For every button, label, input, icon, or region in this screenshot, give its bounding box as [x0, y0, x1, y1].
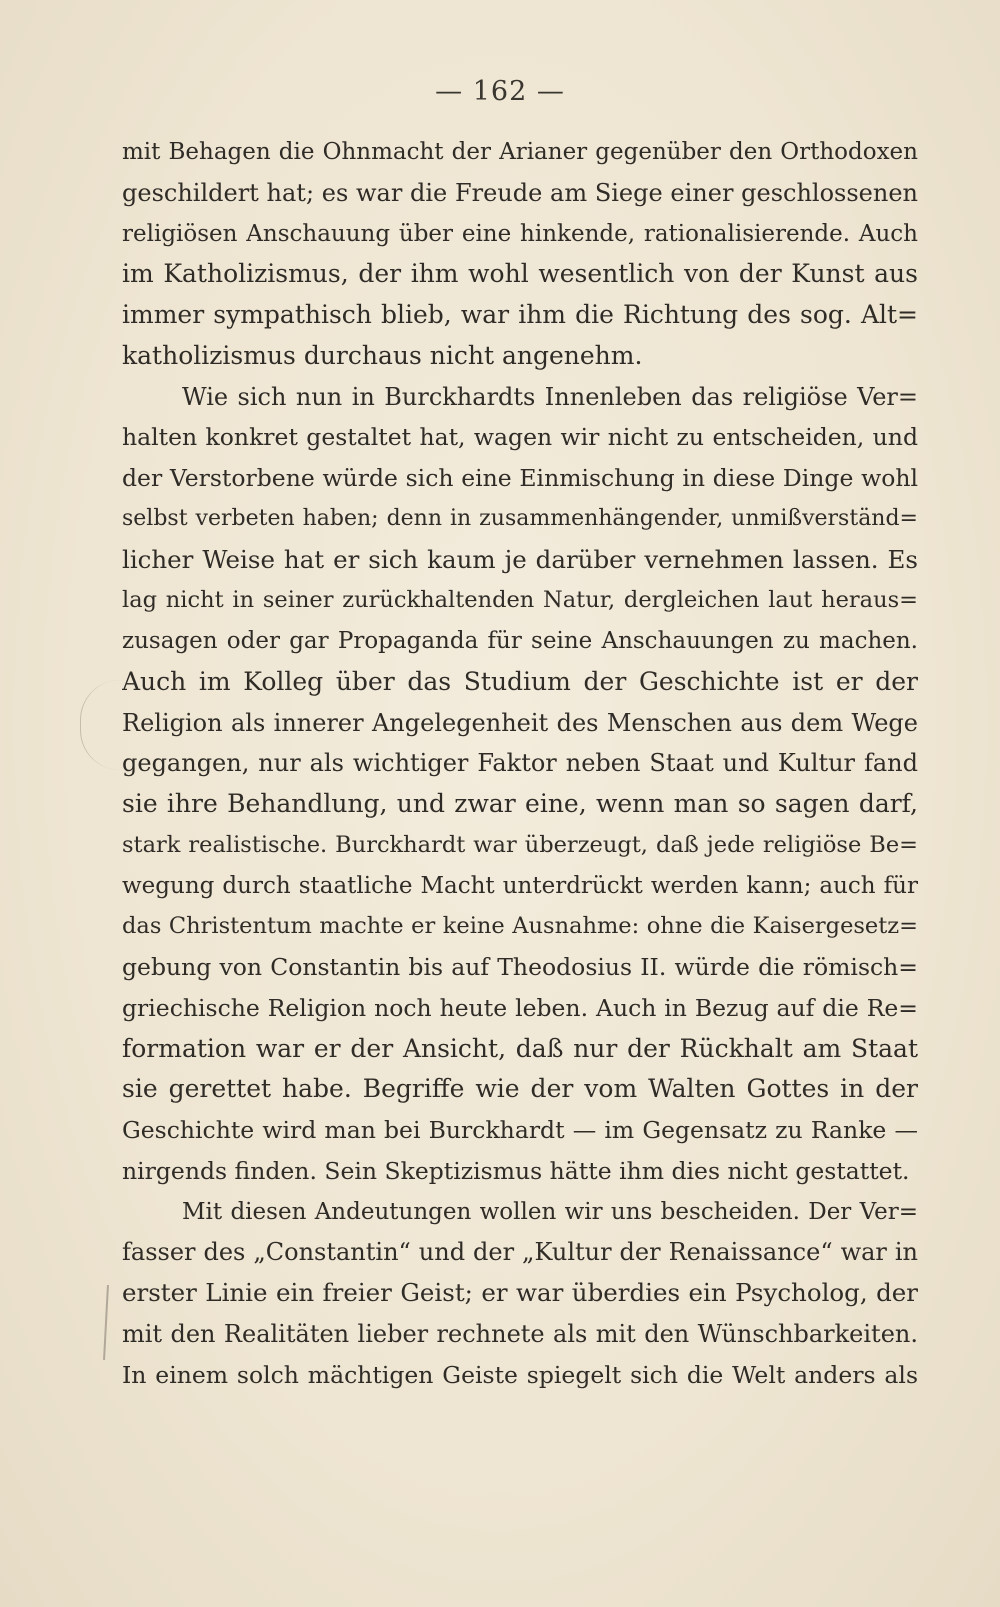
text-line: formation war er der Ansicht, daß nur der Rückhalt am Staat: [122, 1033, 918, 1063]
text-line: nirgends finden. Sein Skeptizismus hätte ihm dies nicht gestattet.: [122, 1156, 910, 1185]
text-line: erster Linie ein freier Geist; er war überdies ein Psycholog, der: [122, 1278, 918, 1307]
text-line: der Verstorbene würde sich eine Einmischung in diese Dinge wohl: [122, 464, 918, 492]
text-line: geschildert hat; es war die Freude am Siege einer geschlossenen: [122, 178, 918, 207]
text-line: selbst verbeten haben; denn in zusammenhängender, unmißverständ=: [122, 505, 918, 531]
text-line: mit Behagen die Ohnmacht der Arianer gegenüber den Orthodoxen: [122, 139, 918, 165]
text-line: immer sympathisch blieb, war ihm die Richtung des sog. Alt=: [122, 300, 918, 329]
pencil-annotation-mark: [103, 1285, 109, 1360]
text-line: katholizismus durchaus nicht angenehm.: [122, 340, 643, 370]
text-line: halten konkret gestaltet hat, wagen wir nicht zu entscheiden, und: [122, 423, 918, 452]
text-line: sie ihre Behandlung, und zwar eine, wenn man so sagen darf,: [122, 789, 918, 818]
text-line: Mit diesen Andeutungen wollen wir uns bescheiden. Der Ver=: [182, 1198, 918, 1225]
page-number: — 162 —: [435, 76, 565, 107]
body-text: [122, 132, 918, 1395]
text-line: religiösen Anschauung über eine hinkende, rationalisierende. Auch: [122, 220, 918, 247]
pencil-annotation-curve: [80, 680, 121, 770]
text-line: stark realistische. Burckhardt war überzeugt, daß jede religiöse Be=: [122, 831, 918, 858]
text-line: licher Weise hat er sich kaum je darüber vernehmen lassen. Es: [122, 544, 918, 574]
text-line: fasser des „Constantin“ und der „Kultur der Renaissance“ war in: [122, 1238, 918, 1267]
text-line: Religion als innerer Angelegenheit des Menschen aus dem Wege: [122, 708, 918, 737]
text-line: das Christentum machte er keine Ausnahme: ohne die Kaisergesetz=: [122, 913, 918, 940]
text-line: mit den Realitäten lieber rechnete als mit den Wünschbarkeiten.: [122, 1319, 918, 1348]
text-line: gebung von Constantin bis auf Theodosius II. würde die römisch=: [122, 953, 918, 981]
text-line: gegangen, nur als wichtiger Faktor neben Staat und Kultur fand: [122, 749, 918, 778]
text-line: zusagen oder gar Propaganda für seine Anschauungen zu machen.: [122, 628, 918, 654]
text-line: wegung durch staatliche Macht unterdrückt werden kann; auch für: [122, 872, 918, 899]
text-line: im Katholizismus, der ihm wohl wesentlich von der Kunst aus: [122, 259, 918, 289]
text-line: sie gerettet habe. Begriffe wie der vom Walten Gottes in der: [122, 1074, 918, 1104]
text-line: lag nicht in seiner zurückhaltenden Natur, dergleichen laut heraus=: [122, 587, 918, 614]
text-line: griechische Religion noch heute leben. Auch in Bezug auf die Re=: [122, 993, 918, 1022]
text-line: Geschichte wird man bei Burckhardt — im Gegensatz zu Ranke —: [122, 1116, 918, 1144]
text-line: In einem solch mächtigen Geiste spiegelt sich die Welt anders als: [122, 1360, 918, 1389]
text-line: Auch im Kolleg über das Studium der Geschichte ist er der: [122, 666, 918, 696]
text-line: Wie sich nun in Burckhardts Innenleben das religiöse Ver=: [182, 382, 918, 411]
